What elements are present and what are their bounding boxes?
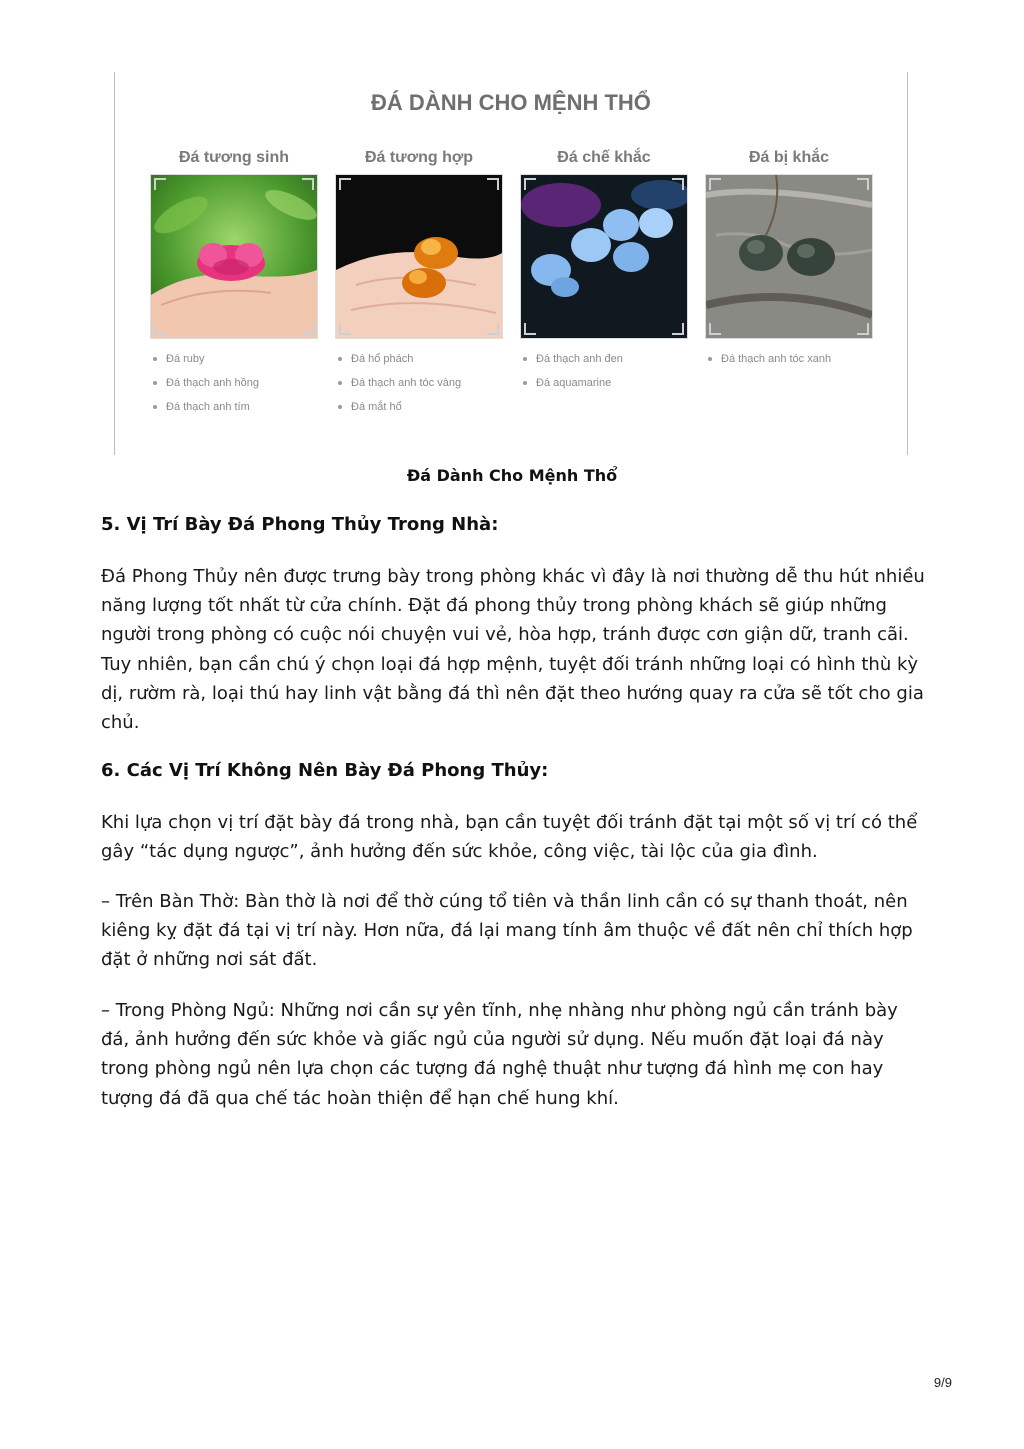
list-item: Đá ruby	[150, 351, 318, 375]
section-6-bedroom-paragraph: – Trong Phòng Ngủ: Những nơi cần sự yên tĩnh, nhẹ nhàng như phòng ngủ cần tránh bày đá, ảnh hưởng đến sức khỏe và giấc ngủ của người sử dụng. Nếu muốn đặt loại đá này trong phòng ngủ nên lựa chọn các tượng đá nghệ thuật như tượng đá hình mẹ con hay tượng đá đã qua chế tác hoàn thiện để hạn chế hung khí.	[101, 1000, 898, 1109]
column-heading: Đá bị khắc	[748, 149, 830, 166]
pink-pixiu-image	[151, 175, 317, 338]
list-item: Đá hổ phách	[335, 351, 503, 375]
column-heading: Đá tương sinh	[178, 149, 290, 166]
aquamarine-stone-photo	[520, 174, 688, 339]
section-6-intro: Khi lựa chọn vị trí đặt bày đá trong nhà, bạn cần tuyệt đối tránh đặt tại một số vị trí có thể gây “tác dụng ngược”, ảnh hưởng đến sức khỏe, công việc, tài lộc của gia đình.	[101, 812, 918, 863]
infographic-title: ĐÁ DÀNH CHO MỆNH THỔ	[371, 90, 651, 115]
menh-tho-infographic	[114, 72, 908, 455]
section-5-heading: 5. Vị Trí Bày Đá Phong Thủy Trong Nhà:	[101, 514, 499, 535]
stone-list	[705, 351, 873, 375]
column-che-khac	[520, 148, 688, 399]
list-item: Đá aquamarine	[520, 375, 688, 399]
list-item: Đá thạch anh tóc vàng	[335, 375, 503, 399]
stone-list	[520, 351, 688, 399]
column-tuong-sinh	[150, 148, 318, 423]
list-item: Đá thạch anh hồng	[150, 375, 318, 399]
column-tuong-hop	[335, 148, 503, 423]
column-heading: Đá tương hợp	[364, 149, 474, 166]
page-number: 9/9	[933, 1375, 952, 1390]
list-item: Đá mắt hổ	[335, 399, 503, 423]
column-heading: Đá chế khắc	[557, 149, 651, 166]
column-bi-khac	[705, 148, 873, 375]
list-item: Đá thạch anh đen	[520, 351, 688, 375]
section-6-altar-paragraph: – Trên Bàn Thờ: Bàn thờ là nơi để thờ cúng tổ tiên và thần linh cần có sự thanh thoát, nên kiêng kỵ đặt đá tại vị trí này. Hơn nữa, đá lại mang tính âm thuộc về đất nên chỉ thích hợp đặt ở những nơi sát đất.	[101, 891, 913, 971]
pink-stone-photo	[150, 174, 318, 339]
list-item: Đá thạch anh tím	[150, 399, 318, 423]
section-6-heading: 6. Các Vị Trí Không Nên Bày Đá Phong Thủy:	[101, 760, 549, 781]
image-caption: Đá Dành Cho Mệnh Thổ	[406, 466, 618, 485]
green-rutile-stone-photo	[705, 174, 873, 339]
amber-stone-photo	[335, 174, 503, 339]
amber-pixiu-image	[336, 175, 502, 338]
section-5-paragraph: Đá Phong Thủy nên được trưng bày trong phòng khác vì đây là nơi thường dễ thu hút nhiều năng lượng tốt nhất từ cửa chính. Đặt đá phong thủy trong phòng khách sẽ giúp những người trong phòng có cuộc nói chuyện vui vẻ, hòa hợp, tránh được cơn giận dữ, tranh cãi. Tuy nhiên, bạn cần chú ý chọn loại đá hợp mệnh, tuyệt đối tránh những loại có hình thù kỳ dị, rườm rà, loại thú hay linh vật bằng đá thì nên đặt theo hướng quay ra cửa sẽ tốt cho gia chủ.	[101, 566, 925, 734]
stone-list	[150, 351, 318, 423]
list-item: Đá thạch anh tóc xanh	[705, 351, 873, 375]
blue-pixiu-image	[521, 175, 687, 338]
stone-list	[335, 351, 503, 423]
green-pixiu-image	[706, 175, 872, 338]
